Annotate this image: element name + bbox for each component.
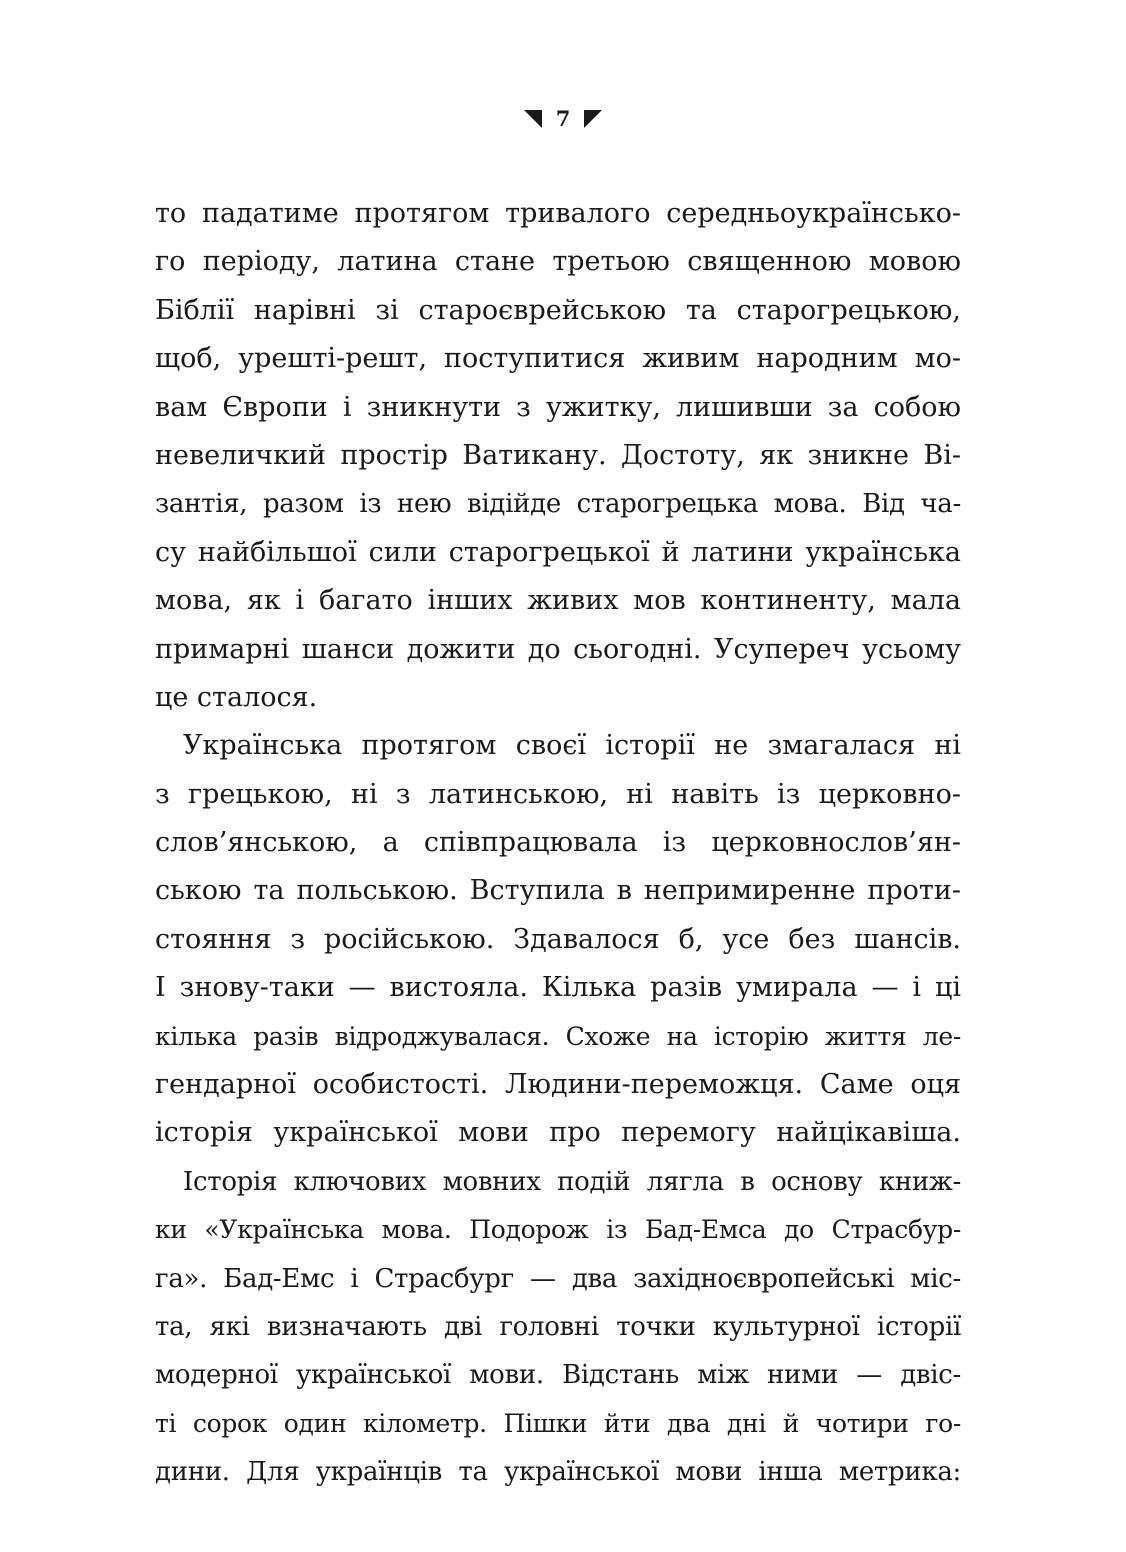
text-line: ті сорок один кілометр. Пішки йти два дні й чотири го- [155, 1408, 961, 1438]
text-line: су найбільшої сили старогрецької й латини українська [155, 536, 961, 568]
text-line: І знову-таки — вистояла. Кілька разів умирала — і ці [155, 972, 961, 1004]
text-line: га». Бад-Емс і Страсбург — два західноєвропейські міс- [155, 1263, 961, 1294]
page-number: 7 [555, 106, 571, 131]
text-line: ською та польською. Вступила в непримиренне проти- [155, 875, 961, 907]
text-line: та, які визначають дві головні точки культурної історії [155, 1311, 961, 1342]
right-corner-ornament-icon [584, 110, 602, 128]
text-line: з грецькою, ні з латинською, ні навіть із церковно- [155, 778, 961, 810]
paragraph [155, 722, 961, 1158]
text-line: зантія, разом із нею відійде старогрецька мова. Від ча- [155, 489, 961, 520]
text-line: то падатиме протягом тривалого середньоукраїнсько- [155, 198, 961, 229]
left-corner-ornament-icon [524, 110, 542, 128]
paragraph [155, 190, 961, 722]
text-line: Українська протягом своєї історії не змагалася ні [183, 730, 961, 762]
text-line: ки «Українська мова. Подорож із Бад-Емса до Страсбур- [155, 1215, 961, 1245]
text-line: мова, як і багато інших живих мов континенту, мала [155, 585, 961, 617]
text-line: історія української мови про перемогу найцікавіша. [155, 1117, 961, 1149]
text-line: го періоду, латина стане третьою священною мовою [155, 246, 961, 278]
text-line: примарні шанси дожити до сьогодні. Усупереч усьому [155, 633, 961, 665]
text-line: гендарної особистості. Людини-переможця. Саме оця [155, 1069, 961, 1101]
text-line: модерної української мови. Відстань між ними — двіс- [155, 1360, 961, 1391]
text-line: слов’янською, а співпрацювала із церковнослов’ян- [155, 827, 961, 859]
text-line: невеличкий простір Ватикану. Достоту, як зникне Ві- [155, 439, 961, 471]
text-line: стояння з російською. Здавалося б, усе без шансів. [155, 923, 961, 955]
text-line: вам Європи і зникнути з ужитку, лишивши за собою [155, 391, 961, 423]
text-line: дини. Для українців та української мови інша метрика: [155, 1457, 961, 1488]
text-line: кілька разів відроджувалася. Схоже на історію життя ле- [155, 1021, 961, 1051]
body-text [155, 190, 961, 1497]
text-line: Біблії нарівні зі староєврейською та старогрецькою, [155, 294, 961, 326]
running-header [0, 104, 1126, 134]
paragraph [155, 1158, 961, 1497]
text-line: щоб, урешті-решт, поступитися живим народним мо- [155, 343, 961, 375]
text-line: Історія ключових мовних подій лягла в основу книж- [183, 1166, 961, 1197]
text-line: це сталося. [155, 681, 318, 713]
